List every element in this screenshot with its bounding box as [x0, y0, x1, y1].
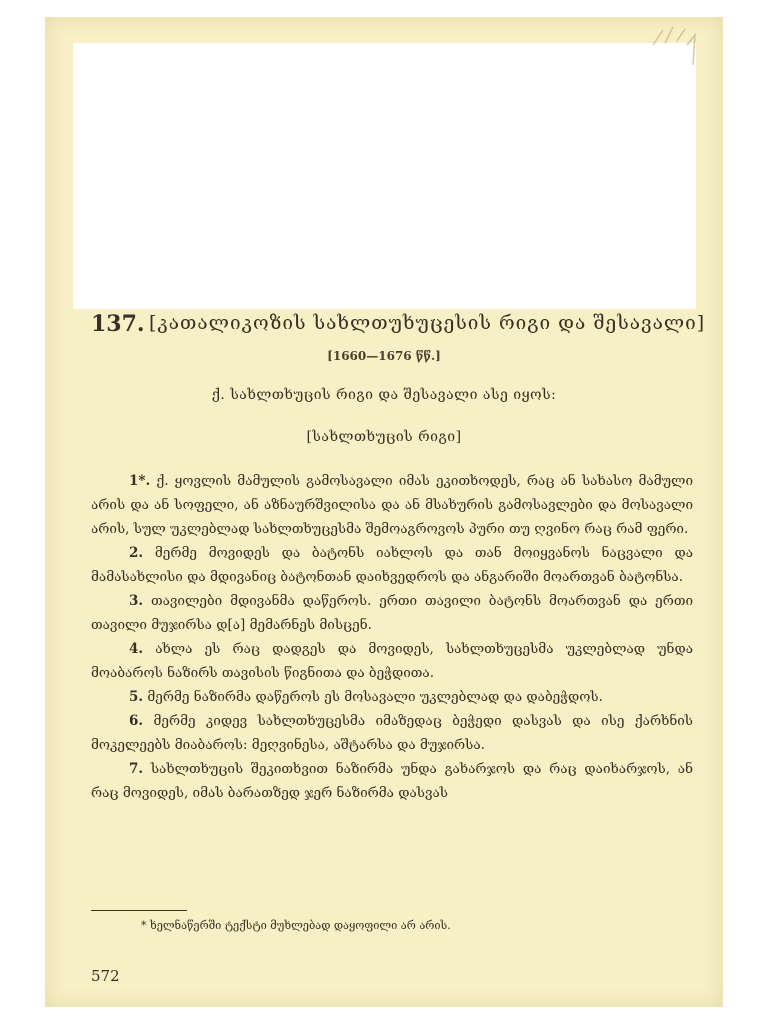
paragraph [91, 637, 693, 685]
paragraph-number: 4. [129, 641, 144, 657]
intro-line: ქ. სახლთხუცის რიგი და შესავალი ასე იყოს: [211, 387, 557, 403]
paragraph [91, 757, 693, 805]
paragraph-number: 1*. [129, 473, 151, 489]
stamp-mark [643, 25, 699, 105]
paragraph [91, 709, 693, 757]
document-date: [1660—1676 წწ.] [327, 349, 441, 363]
paragraph [91, 469, 693, 541]
document-title: [კათალიკოზის სახლთუხუცესის რიგი და შესავალი] [149, 312, 706, 334]
paragraph-text: სახლთხუცის შეკითხვით ნაზირმა უნდა გახარჯოს და რაც დაიხარჯოს, ან რაც მოვიდეს, იმას ბარათზედ ჯერ ნაზირმა დასვას [91, 761, 694, 801]
paragraph-number: 3. [129, 593, 144, 609]
page-number: 572 [91, 967, 120, 985]
paragraph-number: 6. [129, 713, 144, 729]
subheading: [სახლთხუცის რიგი] [306, 429, 462, 445]
paragraph-number: 7. [129, 761, 144, 777]
paragraph [91, 541, 693, 589]
document-number: 137. [91, 311, 145, 337]
paragraph-text: თავილები მდივანმა დაწეროს. ერთი თავილი ბატონს მოართვან და ერთი თავილი მუჯირსა დ[ა] მემარნეს მისცენ. [91, 593, 694, 633]
paragraph-text: მერმე ნაზირმა დაწეროს ეს მოსავალი უკლებლად და დაბეჭდოს. [147, 689, 603, 705]
paragraph-number: 5. [129, 689, 144, 705]
paragraph [91, 685, 693, 709]
paragraph-text: ქ. ყოვლის მამულის გამოსავალი იმას ეკითხოდეს, რაც ან სახასო მამული არის და ან სოფელი, ან აზნაურშვილისა და ან მსახურის გამოსავლები და მოსავალი არის, სულ უკლებლად სახლთხუცესმა შემოაგროვოს პური თუ ღვინო რაც რამ ფერი. [91, 473, 693, 537]
redacted-area [73, 43, 696, 309]
footnote: * ხელნაწერში ტექსტი მუხლებად დაყოფილი არ არის. [141, 919, 451, 932]
paragraph-text: მერმე კიდევ სახლთხუცესმა იმაზედაც ბეჭედი დასვას და ისე ქარხნის მოკელეებს მიაბაროს: მეღვინესა, აშტარსა და მუჯირსა. [91, 713, 693, 753]
paragraph [91, 589, 693, 637]
paragraph-text: ახლა ეს რაც დადგეს და მოვიდეს, სახლთხუცესმა უკლებლად უნდა მოაბაროს ნაზირს თავისის წიგნითა და ბეჭდითა. [91, 641, 694, 681]
paragraph-number: 2. [129, 545, 144, 561]
paragraph-text: მერმე მოვიდეს და ბატონს იახლოს და თან მოიყვანოს ნაცვალი და მამასახლისი და მდივანიც ბატონთან დაიხვედროს და ანგარიში მოართვან ბატონსა. [91, 545, 694, 585]
body-text [91, 469, 693, 805]
footnote-divider [91, 910, 187, 911]
document-page [45, 17, 723, 1007]
